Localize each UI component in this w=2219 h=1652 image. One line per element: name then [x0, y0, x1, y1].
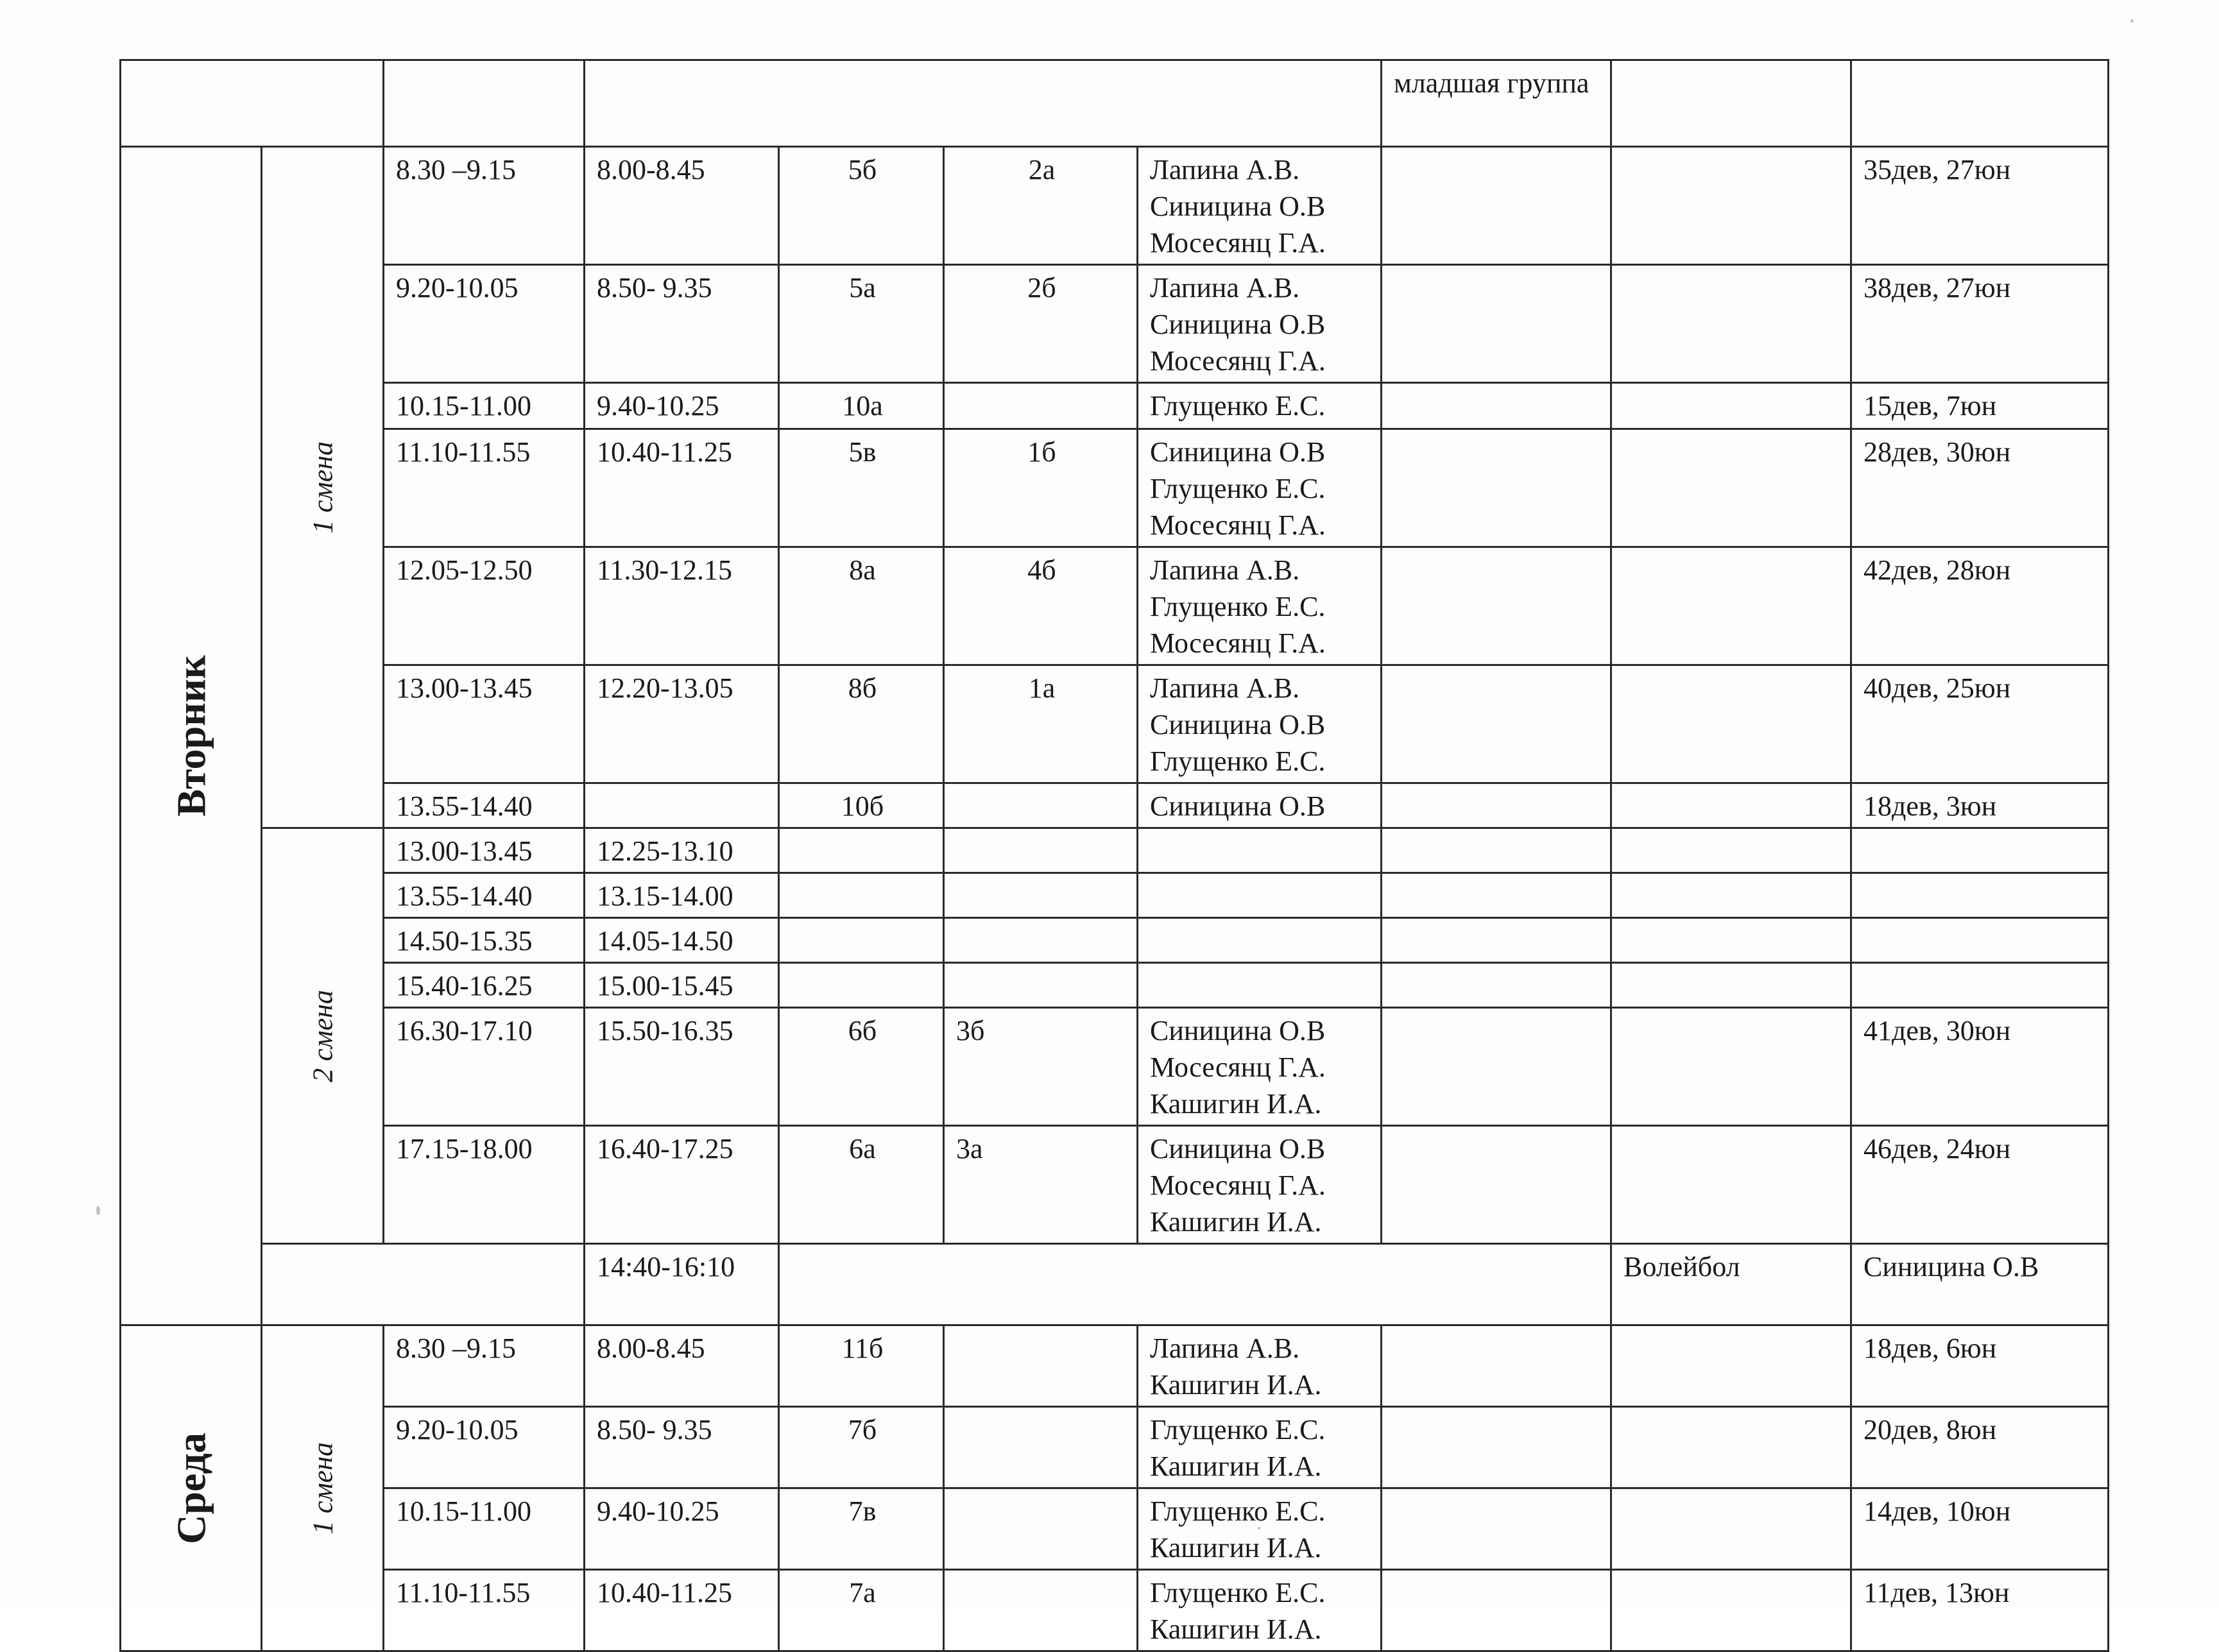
teacher-name: Глущенко Е.С. — [1150, 591, 1326, 622]
teacher-name: Лапина А.В. — [1150, 272, 1300, 303]
student-count: 38дев, 27юн — [1851, 265, 2109, 383]
class-2 — [944, 383, 1138, 429]
teacher-name: Кашигин И.А. — [1150, 1614, 1322, 1645]
teachers-cell — [1138, 1325, 1382, 1407]
activity-teacher: Синицина О.В — [1851, 1244, 2109, 1325]
header-group-label: младшая группа — [1382, 60, 1611, 147]
teacher-name: Глущенко Е.С. — [1150, 473, 1326, 504]
time-2 — [585, 783, 779, 828]
teacher-name: Синицина О.В — [1150, 709, 1326, 740]
time-2: 12.20-13.05 — [585, 665, 779, 783]
teacher-name: Мосесянц Г.А. — [1150, 345, 1326, 377]
teacher-name: Лапина А.В. — [1150, 154, 1300, 185]
class-1: 7в — [779, 1488, 944, 1570]
student-count: 11дев, 13юн — [1851, 1570, 2109, 1651]
teacher-name: Мосесянц Г.А. — [1150, 227, 1326, 259]
teachers-cell — [1138, 1570, 1382, 1651]
teacher-name: Синицина О.В — [1150, 1015, 1326, 1046]
teacher-name: Глущенко Е.С. — [1150, 1577, 1326, 1608]
class-2 — [944, 783, 1138, 828]
teacher-name: Мосесянц Г.А. — [1150, 1170, 1326, 1201]
class-2: 2а — [944, 147, 1138, 265]
student-count: 35дев, 27юн — [1851, 147, 2109, 265]
time-2: 11.30-12.15 — [585, 547, 779, 665]
time-2: 8.00-8.45 — [585, 147, 779, 265]
teachers-cell — [1138, 1008, 1382, 1126]
time-1: 10.15-11.00 — [384, 1488, 585, 1570]
teachers-cell — [1138, 665, 1382, 783]
time-2: 13.15-14.00 — [585, 873, 779, 918]
class-1: 11б — [779, 1325, 944, 1407]
teachers-cell — [1138, 147, 1382, 265]
teacher-name: Кашигин И.А. — [1150, 1451, 1322, 1482]
shift-cell — [262, 828, 384, 1244]
table-row — [121, 1488, 2109, 1570]
table-row — [121, 828, 2109, 873]
teacher-name: Мосесянц Г.А. — [1150, 509, 1326, 541]
student-count: 28дев, 30юн — [1851, 429, 2109, 547]
day-cell-wednesday — [121, 1325, 262, 1651]
day-cell-tuesday — [121, 147, 262, 1325]
class-1: 8б — [779, 665, 944, 783]
time-1: 17.15-18.00 — [384, 1126, 585, 1244]
time-2: 12.25-13.10 — [585, 828, 779, 873]
teachers-cell — [1138, 383, 1382, 429]
time-2: 8.50- 9.35 — [585, 1407, 779, 1488]
student-count: 46дев, 24юн — [1851, 1126, 2109, 1244]
class-1: 7б — [779, 1407, 944, 1488]
time-1: 13.00-13.45 — [384, 665, 585, 783]
class-2: 2б — [944, 265, 1138, 383]
teacher-name: Глущенко Е.С. — [1150, 1495, 1326, 1527]
student-count: 41дев, 30юн — [1851, 1008, 2109, 1126]
time-1: 13.00-13.45 — [384, 828, 585, 873]
time-2: 8.50- 9.35 — [585, 265, 779, 383]
table-row — [121, 1407, 2109, 1488]
time-1: 14.50-15.35 — [384, 918, 585, 963]
time-1: 15.40-16.25 — [384, 963, 585, 1008]
teacher-name: Мосесянц Г.А. — [1150, 627, 1326, 659]
teachers-cell — [1138, 429, 1382, 547]
student-count: 18дев, 6юн — [1851, 1325, 2109, 1407]
scan-speck — [96, 1206, 100, 1215]
shift-cell — [262, 147, 384, 828]
class-1: 6б — [779, 1008, 944, 1126]
teachers-cell — [1138, 265, 1382, 383]
teacher-name: Глущенко Е.С. — [1150, 1414, 1326, 1445]
table-row — [121, 918, 2109, 963]
student-count: 18дев, 3юн — [1851, 783, 2109, 828]
time-1: 16.30-17.10 — [384, 1008, 585, 1126]
table-row — [121, 265, 2109, 383]
student-count: 20дев, 8юн — [1851, 1407, 2109, 1488]
teachers-cell — [1138, 547, 1382, 665]
teachers-cell — [1138, 1407, 1382, 1488]
day-label: Вторник — [168, 655, 214, 817]
teacher-name: Синицина О.В — [1150, 436, 1326, 468]
time-1: 12.05-12.50 — [384, 547, 585, 665]
shift-label: 2 смена — [307, 989, 338, 1082]
table-row — [121, 383, 2109, 429]
class-1: 10а — [779, 383, 944, 429]
time-1: 9.20-10.05 — [384, 1407, 585, 1488]
time-2: 14.05-14.50 — [585, 918, 779, 963]
schedule-table — [119, 59, 2109, 1652]
table-row — [121, 147, 2109, 265]
teacher-name: Кашигин И.А. — [1150, 1088, 1322, 1120]
table-row — [121, 1325, 2109, 1407]
teacher-name: Лапина А.В. — [1150, 1333, 1300, 1364]
teacher-name: Синицина О.В — [1150, 309, 1326, 340]
header-row — [121, 60, 2109, 147]
table-row — [121, 429, 2109, 547]
student-count: 15дев, 7юн — [1851, 383, 2109, 429]
teacher-name: Глущенко Е.С. — [1150, 390, 1326, 422]
teacher-name: Лапина А.В. — [1150, 672, 1300, 704]
teacher-name: Кашигин И.А. — [1150, 1369, 1322, 1401]
shift-label: 1 смена — [307, 1442, 338, 1535]
time-1: 8.30 –9.15 — [384, 1325, 585, 1407]
time-2: 9.40-10.25 — [585, 383, 779, 429]
time-2: 15.50-16.35 — [585, 1008, 779, 1126]
class-1: 6а — [779, 1126, 944, 1244]
time-2: 9.40-10.25 — [585, 1488, 779, 1570]
class-1: 7а — [779, 1570, 944, 1651]
time-1: 11.10-11.55 — [384, 1570, 585, 1651]
student-count: 40дев, 25юн — [1851, 665, 2109, 783]
teacher-name: Кашигин И.А. — [1150, 1206, 1322, 1238]
class-1: 5б — [779, 147, 944, 265]
time-1: 9.20-10.05 — [384, 265, 585, 383]
table-row — [121, 783, 2109, 828]
student-count: 42дев, 28юн — [1851, 547, 2109, 665]
teachers-cell — [1138, 1126, 1382, 1244]
shift-label: 1 смена — [307, 441, 338, 534]
time-2: 15.00-15.45 — [585, 963, 779, 1008]
teacher-name: Кашигин И.А. — [1150, 1532, 1322, 1563]
teacher-name: Глущенко Е.С. — [1150, 745, 1326, 777]
activity-time: 14:40-16:10 — [585, 1244, 779, 1325]
table-row — [121, 963, 2109, 1008]
time-2: 10.40-11.25 — [585, 429, 779, 547]
table-row — [121, 873, 2109, 918]
teacher-name: Мосесянц Г.А. — [1150, 1052, 1326, 1083]
table-row — [121, 1570, 2109, 1651]
class-2: 4б — [944, 547, 1138, 665]
class-1: 5в — [779, 429, 944, 547]
table-row — [121, 1008, 2109, 1126]
teacher-name: Лапина А.В. — [1150, 554, 1300, 586]
table-row — [121, 547, 2109, 665]
scan-speck — [2130, 19, 2134, 22]
teacher-name: Синицина О.В — [1150, 1133, 1326, 1164]
time-2: 8.00-8.45 — [585, 1325, 779, 1407]
table-row — [121, 1126, 2109, 1244]
student-count: 14дев, 10юн — [1851, 1488, 2109, 1570]
time-1: 10.15-11.00 — [384, 383, 585, 429]
activity-name: Волейбол — [1611, 1244, 1851, 1325]
class-2: 3а — [944, 1126, 1138, 1244]
class-2: 1б — [944, 429, 1138, 547]
time-1: 8.30 –9.15 — [384, 147, 585, 265]
activity-row — [121, 1244, 2109, 1325]
shift-cell — [262, 1325, 384, 1651]
time-1: 13.55-14.40 — [384, 783, 585, 828]
time-2: 10.40-11.25 — [585, 1570, 779, 1651]
scan-speck — [1258, 1527, 1260, 1529]
time-1: 11.10-11.55 — [384, 429, 585, 547]
teachers-cell — [1138, 783, 1382, 828]
teacher-name: Синицина О.В — [1150, 191, 1326, 222]
class-1: 8а — [779, 547, 944, 665]
class-1: 10б — [779, 783, 944, 828]
table-row — [121, 665, 2109, 783]
time-2: 16.40-17.25 — [585, 1126, 779, 1244]
class-1: 5а — [779, 265, 944, 383]
day-label: Среда — [168, 1432, 214, 1544]
class-2: 1а — [944, 665, 1138, 783]
class-2: 3б — [944, 1008, 1138, 1126]
teacher-name: Синицина О.В — [1150, 790, 1326, 822]
time-1: 13.55-14.40 — [384, 873, 585, 918]
